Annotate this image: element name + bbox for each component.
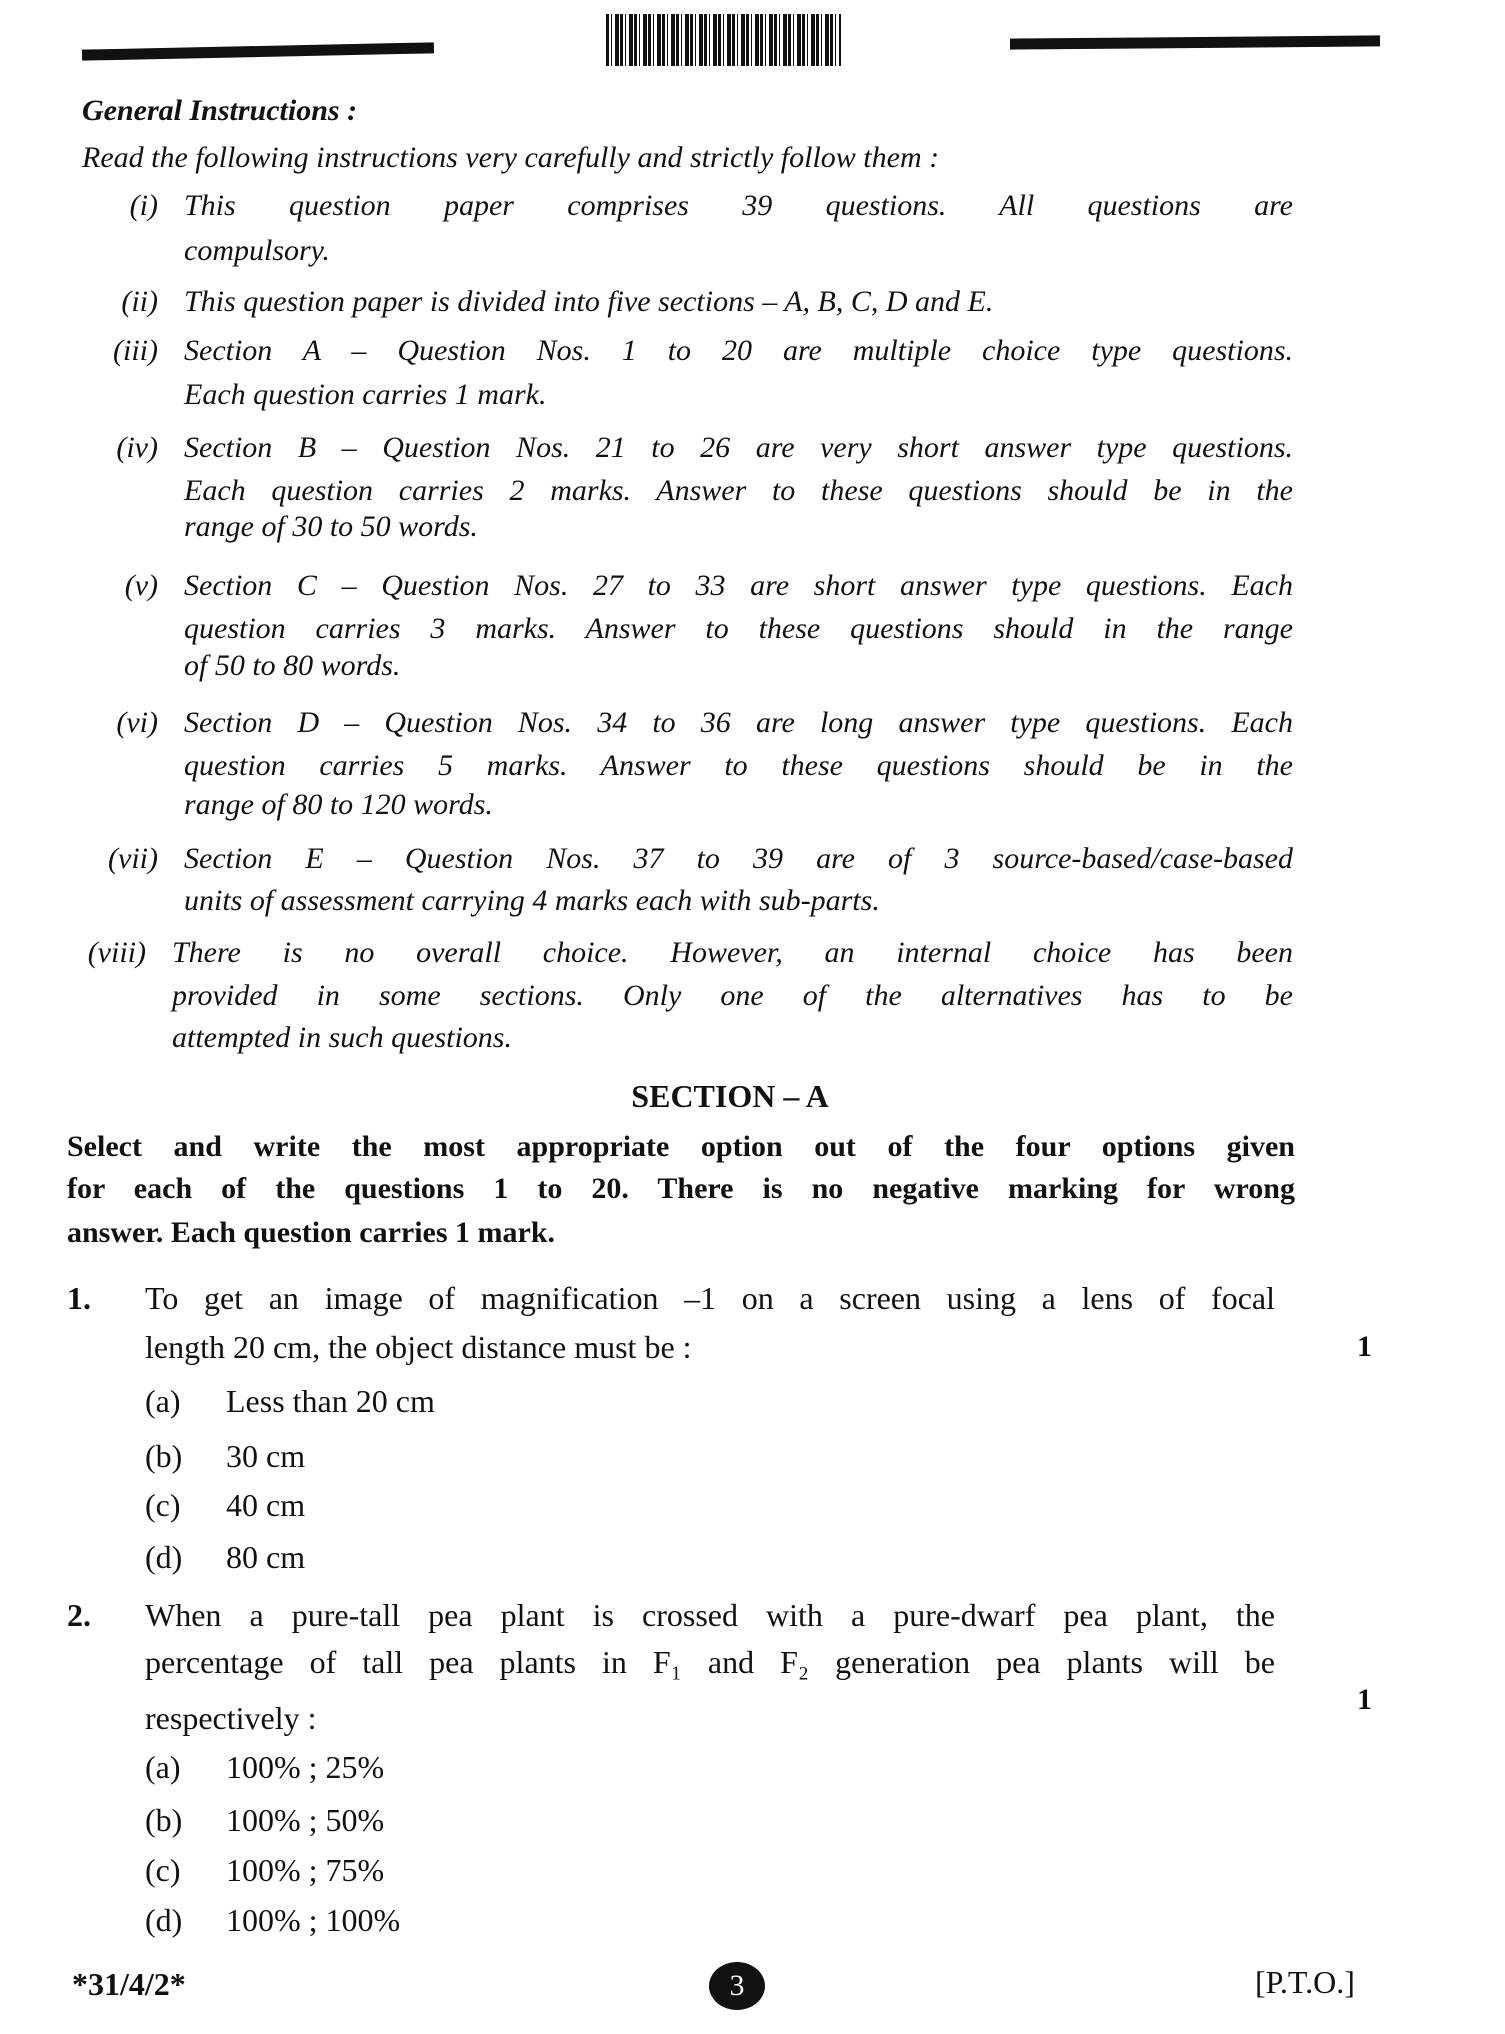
option-label: (d) [145,1539,183,1575]
instruction-line: This question paper is divided into five sections – A, B, C, D and E. [184,285,994,318]
option-c [145,1487,306,1524]
option-text: 100% ; 50% [226,1802,385,1838]
option-a [145,1383,435,1420]
question-text-line: percentage of tall pea plants in F₁ and F₂ generation pea plants will be [145,1644,1275,1680]
instruction-line: Section A – Question Nos. 1 to 20 are multiple choice type questions. [184,334,1293,367]
option-text: Less than 20 cm [226,1383,435,1419]
option-label: (c) [145,1487,181,1523]
pto-label: [P.T.O.] [1255,1964,1355,2000]
instruction-line: question carries 3 marks. Answer to these questions should in the range [184,612,1293,645]
option-text: 80 cm [226,1539,306,1575]
general-instructions-title: General Instructions : [82,94,358,127]
option-b [145,1802,385,1839]
directions-line: answer. Each question carries 1 mark. [67,1216,556,1249]
instruction-line: units of assessment carrying 4 marks each with sub-parts. [184,884,880,917]
instruction-line: question carries 5 marks. Answer to these questions should be in the [184,749,1293,782]
option-label: (b) [145,1438,183,1474]
option-c [145,1852,385,1889]
instruction-number: (iv) [116,431,158,464]
option-label: (d) [145,1902,183,1938]
option-d [145,1539,306,1576]
page-number: 3 [709,1962,765,2010]
paper-code: *31/4/2* [72,1966,186,2002]
read-instructions-line: Read the following instructions very carefully and strictly follow them : [82,141,940,174]
option-text: 100% ; 25% [226,1749,385,1785]
question-number: 1. [67,1280,91,1316]
instruction-line: provided in some sections. Only one of the alternatives has to be [172,979,1293,1012]
instruction-line: Each question carries 1 mark. [184,378,547,411]
instruction-number: (vii) [108,842,158,875]
instruction-number: (vi) [116,706,158,739]
instruction-line: Section D – Question Nos. 34 to 36 are long answer type questions. Each [184,706,1293,739]
option-label: (b) [145,1802,183,1838]
option-text: 100% ; 75% [226,1852,385,1888]
option-label: (c) [145,1852,181,1888]
option-text: 30 cm [226,1438,306,1474]
option-text: 100% ; 100% [226,1902,401,1938]
question-marks: 1 [1357,1330,1372,1363]
barcode [606,14,841,66]
question-marks: 1 [1357,1683,1372,1716]
question-number: 2. [67,1597,91,1633]
instruction-line: attempted in such questions. [172,1021,512,1054]
option-b [145,1438,306,1475]
question-text-line: length 20 cm, the object distance must be : [145,1329,692,1365]
option-d [145,1902,401,1939]
instruction-number: (iii) [113,334,158,367]
option-text: 40 cm [226,1487,306,1523]
directions-line: for each of the questions 1 to 20. There is no negative marking for wrong [67,1172,1295,1205]
instruction-line: There is no overall choice. However, an internal choice has been [172,936,1293,969]
instruction-line: range of 30 to 50 words. [184,510,478,543]
instruction-line: This question paper comprises 39 questions. All questions are [184,189,1293,222]
instruction-line: Section C – Question Nos. 27 to 33 are short answer type questions. Each [184,569,1293,602]
instruction-number: (viii) [87,936,146,969]
instruction-line: compulsory. [184,234,330,267]
option-label: (a) [145,1383,181,1419]
instruction-line: Each question carries 2 marks. Answer to these questions should be in the [184,474,1293,507]
header-rule-left [82,42,434,60]
option-a [145,1749,385,1786]
question-text-line: When a pure-tall pea plant is crossed with a pure-dwarf pea plant, the [145,1597,1275,1633]
directions-line: Select and write the most appropriate option out of the four options given [67,1130,1295,1163]
instruction-line: Section B – Question Nos. 21 to 26 are very short answer type questions. [184,431,1293,464]
instruction-line: range of 80 to 120 words. [184,788,493,821]
instruction-number: (ii) [121,285,158,318]
option-label: (a) [145,1749,181,1785]
question-text-line: To get an image of magnification –1 on a screen using a lens of focal [145,1280,1275,1316]
question-text-line: respectively : [145,1700,317,1736]
header-rule-right [1010,35,1380,49]
section-title: SECTION – A [631,1078,829,1114]
instruction-number: (v) [124,569,158,602]
instruction-number: (i) [129,189,158,222]
instruction-line: Section E – Question Nos. 37 to 39 are of 3 source-based/case-based [184,842,1293,875]
instruction-line: of 50 to 80 words. [184,649,401,682]
